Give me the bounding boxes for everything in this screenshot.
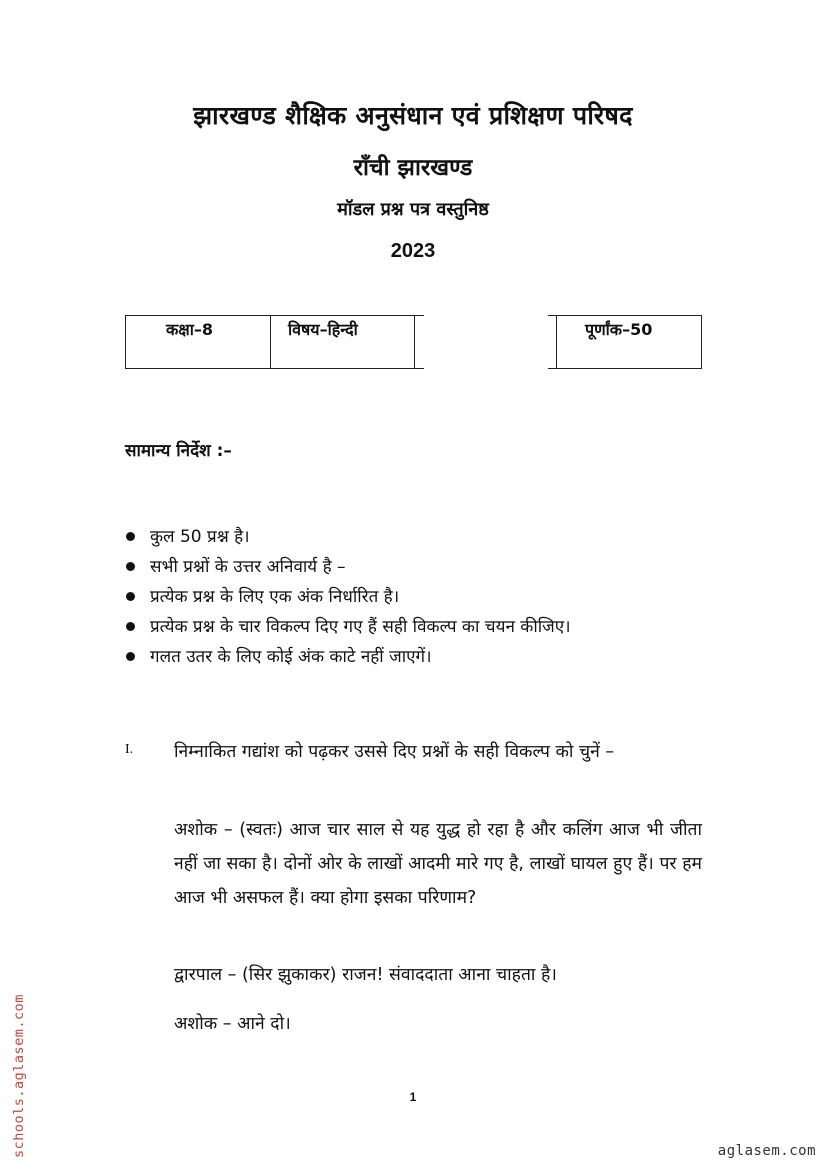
question-prompt: निम्नाकित गद्यांश को पढ़कर उससे दिए प्रश्नों के सही विकल्प को चुनें – <box>174 742 615 762</box>
list-item: गलत उतर के लिए कोई अंक काटे नहीं जाएगें। <box>125 642 571 672</box>
bullet-icon <box>126 562 135 571</box>
bottom-watermark: aglasem.com <box>717 1143 816 1159</box>
page-number: 1 <box>409 1090 417 1104</box>
table-divider <box>270 316 271 369</box>
side-watermark: schools.aglasem.com <box>11 994 27 1158</box>
subject-cell: विषय–हिन्दी <box>288 320 358 339</box>
bullet-icon <box>126 652 135 661</box>
city-subtitle: राँची झारखण्ड <box>353 155 473 181</box>
marks-table <box>548 315 702 369</box>
class-subject-table <box>125 315 424 369</box>
bullet-icon <box>126 622 135 631</box>
table-divider <box>556 316 557 369</box>
full-marks-cell: पूर्णांक–50 <box>585 320 653 339</box>
passage-paragraph: द्वारपाल – (सिर झुकाकर) राजन! संवाददाता आना चाहता है। <box>174 965 557 985</box>
class-cell: कक्षा–8 <box>166 320 214 339</box>
list-item: कुल 50 प्रश्न है। <box>125 522 571 552</box>
passage-paragraph: अशोक – आने दो। <box>174 1014 291 1034</box>
instructions-heading: सामान्य निर्देश :– <box>125 441 232 461</box>
passage-paragraph: अशोक – (स्वतः) आज चार साल से यह युद्ध हो रहा है और कलिंग आज भी जीता नहीं जा सका है। दोनों ओर के लाखों आदमी मारे गए है, लाखों घायल हुए हैं। पर हम आज भी असफल हैं। क्या होगा इसका परिणाम? <box>174 820 702 908</box>
list-item: प्रत्येक प्रश्न के लिए एक अंक निर्धारित है। <box>125 582 571 612</box>
list-item: सभी प्रश्नों के उत्तर अनिवार्य है – <box>125 552 571 582</box>
bullet-icon <box>126 592 135 601</box>
bullet-icon <box>126 532 135 541</box>
organization-title: झारखण्ड शैक्षिक अनुसंधान एवं प्रशिक्षण परिषद <box>193 101 633 130</box>
instructions-list <box>125 522 571 672</box>
table-divider <box>414 316 415 369</box>
list-item: प्रत्येक प्रश्न के चार विकल्प दिए गए हैं सही विकल्प का चयन कीजिए। <box>125 612 571 642</box>
question-number: I. <box>125 742 134 757</box>
exam-year: 2023 <box>390 240 436 262</box>
paper-type: मॉडल प्रश्न पत्र वस्तुनिष्ठ <box>337 199 489 220</box>
